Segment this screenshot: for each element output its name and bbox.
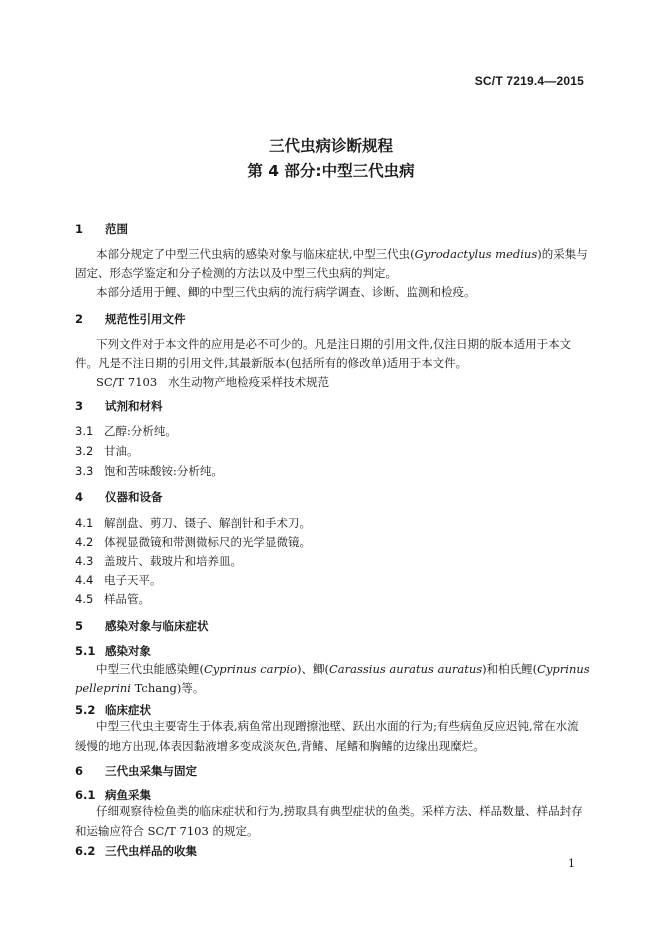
section-title: 规范性引用文件 xyxy=(105,312,186,326)
sec4-item xyxy=(75,591,150,607)
sec2-paragraph-line-2: 件。凡是不注日期的引用文件,其最新版本(包括所有的修改单)适用于本文件。 xyxy=(75,356,468,370)
section-title: 范围 xyxy=(105,222,128,236)
document-title: 三代虫病诊断规程 xyxy=(268,137,393,155)
item-number: 4.5 xyxy=(75,592,94,606)
section-title: 试剂和材料 xyxy=(105,399,163,413)
sec2-paragraph-line-1: 下列文件对于本文件的应用是必不可少的。凡是注日期的引用文件,仅注日期的版本适用于本文 xyxy=(96,337,572,351)
section-title: 三代虫采集与固定 xyxy=(105,764,197,778)
subsection-number: 5.1 xyxy=(75,644,96,658)
item-number: 3.1 xyxy=(75,424,94,438)
item-text: 样品管。 xyxy=(104,592,150,606)
item-text: 盖玻片、载玻片和培养皿。 xyxy=(104,554,242,568)
item-text: 甘油。 xyxy=(104,444,139,458)
subsection-title: 三代虫样品的收集 xyxy=(105,844,197,858)
subsection-title: 病鱼采集 xyxy=(105,788,151,802)
item-text: 解剖盘、剪刀、镊子、解剖针和手术刀。 xyxy=(104,516,311,530)
section-title: 仪器和设备 xyxy=(105,490,163,504)
sec4-item xyxy=(75,515,311,531)
section-number: 5 xyxy=(75,619,84,633)
sec6-1-paragraph-line-1: 仔细观察待检鱼类的临床症状和行为,捞取具有典型症状的鱼类。采样方法、样品数量、样品封存 xyxy=(96,804,583,818)
subsection-6-2-heading xyxy=(75,843,197,859)
latin-name: Gyrodactylus medius xyxy=(414,247,538,261)
section-number: 3 xyxy=(75,399,84,413)
section-4-heading xyxy=(75,489,163,505)
subsection-5-2-heading xyxy=(75,702,151,718)
text: )的采集与 xyxy=(537,247,588,261)
latin-name: Cyprinus carpio xyxy=(204,662,297,676)
sec2-reference: SC/T 7103 水生动物产地检疫采样技术规范 xyxy=(96,375,330,389)
section-number: 4 xyxy=(75,490,84,504)
page-number: 1 xyxy=(568,857,575,870)
item-text: 体视显微镜和带测微标尺的光学显微镜。 xyxy=(104,535,311,549)
sec1-paragraph-1-line-1 xyxy=(96,245,588,265)
latin-name: pelleprini xyxy=(75,681,131,695)
sec5-2-paragraph-line-1: 中型三代虫主要寄生于体表,病鱼常出现蹭擦池壁、跃出水面的行为;有些病鱼反应迟钝,常在水流 xyxy=(96,719,579,733)
sec5-2-paragraph-line-2: 缓慢的地方出现,体表因黏液增多变成淡灰色,背鳍、尾鳍和胸鳍的边缘出现糜烂。 xyxy=(75,739,485,753)
sec4-item xyxy=(75,553,242,569)
item-number: 4.3 xyxy=(75,554,94,568)
sec6-1-paragraph-line-2: 和运输应符合 SC/T 7103 的规定。 xyxy=(75,824,259,838)
subsection-title: 感染对象 xyxy=(105,644,151,658)
subsection-5-1-heading xyxy=(75,643,151,659)
subsection-number: 5.2 xyxy=(75,703,96,717)
sec5-1-paragraph-line-1 xyxy=(96,660,590,680)
text: Tchang)等。 xyxy=(130,681,205,695)
item-text: 饱和苦味酸铵:分析纯。 xyxy=(104,464,223,478)
subsection-number: 6.2 xyxy=(75,844,96,858)
section-2-heading xyxy=(75,311,186,327)
latin-name: Cyprinus xyxy=(537,662,590,676)
section-number: 1 xyxy=(75,222,84,236)
subsection-6-1-heading xyxy=(75,787,151,803)
section-3-heading xyxy=(75,398,163,414)
item-number: 3.2 xyxy=(75,444,94,458)
section-1-heading xyxy=(75,221,128,237)
standard-code: SC/T 7219.4—2015 xyxy=(474,74,584,88)
document-subtitle: 第 4 部分:中型三代虫病 xyxy=(247,162,415,180)
text: 本部分规定了中型三代虫病的感染对象与临床症状,中型三代虫( xyxy=(96,247,415,261)
section-5-heading xyxy=(75,618,209,634)
text: )和柏氏鲤( xyxy=(482,662,538,676)
section-title: 感染对象与临床症状 xyxy=(105,619,209,633)
item-text: 电子天平。 xyxy=(104,573,162,587)
section-number: 2 xyxy=(75,312,84,326)
text: )、鲫( xyxy=(296,662,329,676)
sec4-item xyxy=(75,572,162,588)
item-number: 3.3 xyxy=(75,464,94,478)
sec5-1-paragraph-line-2 xyxy=(75,679,204,699)
item-number: 4.2 xyxy=(75,535,94,549)
section-number: 6 xyxy=(75,764,84,778)
section-6-heading xyxy=(75,763,197,779)
item-number: 4.1 xyxy=(75,516,94,530)
subsection-title: 临床症状 xyxy=(105,703,151,717)
latin-name: Carassius auratus auratus xyxy=(328,662,483,676)
subsection-number: 6.1 xyxy=(75,788,96,802)
sec3-item xyxy=(75,443,139,459)
sec4-item xyxy=(75,534,311,550)
text: 中型三代虫能感染鲤( xyxy=(96,662,204,676)
item-text: 乙醇:分析纯。 xyxy=(104,424,177,438)
item-number: 4.4 xyxy=(75,573,94,587)
sec3-item xyxy=(75,463,223,479)
sec1-paragraph-2: 本部分适用于鲤、鲫的中型三代虫病的流行病学调查、诊断、监测和检疫。 xyxy=(96,285,476,299)
sec1-paragraph-1-line-2: 固定、形态学鉴定和分子检测的方法以及中型三代虫病的判定。 xyxy=(75,266,397,280)
sec3-item xyxy=(75,423,177,439)
